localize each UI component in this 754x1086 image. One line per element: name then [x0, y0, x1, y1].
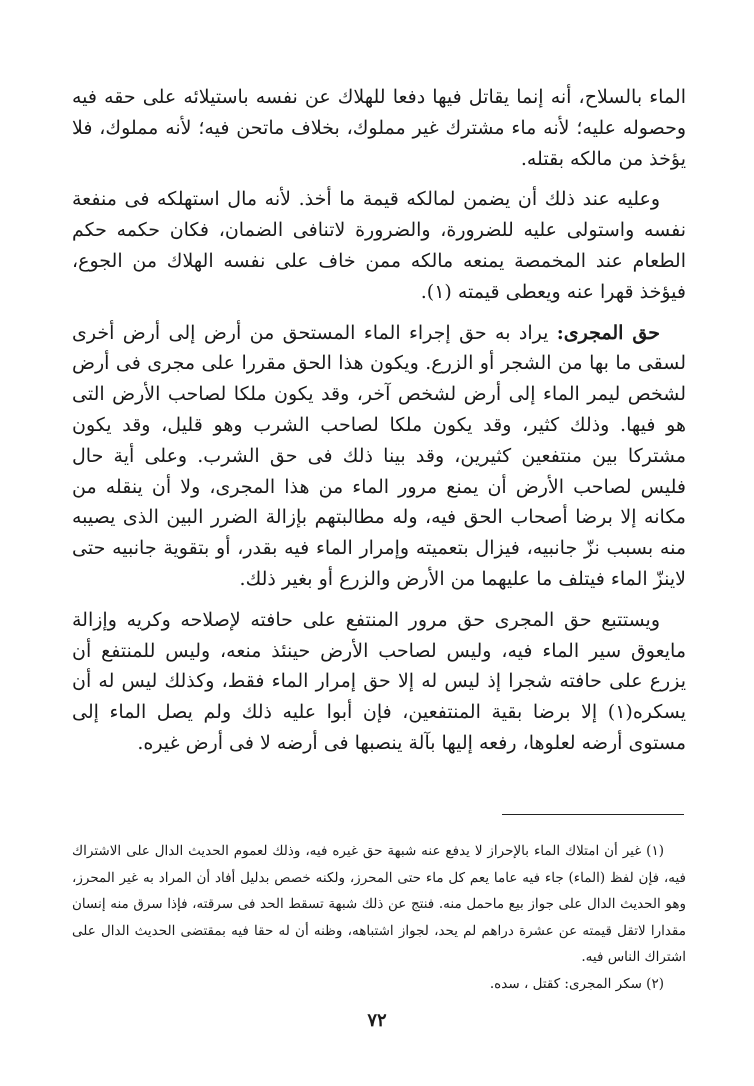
footnote-2: (٢) سكر المجرى: كقتل ، سده.	[489, 975, 664, 992]
paragraph-2: وعليه عند ذلك أن يضمن لمالكه قيمة ما أخذ. لأنه مال استهلكه فى منفعة نفسه واستولى عليه للضرورة، والضرورة لاتنافى الضمان، فكان حكمه حكم الطعام عند المخمصة يمنعه مالكه ممن خاف على نفسه الهلاك من الجوع، فيؤخذ قهرا عنه ويعطى قيمته (١).	[72, 188, 686, 303]
page-number: ٧٢	[367, 1010, 387, 1031]
footnote-1: (١) غير أن امتلاك الماء بالإحراز لا يدفع عنه شبهة حق غيره فيه، وذلك لعموم الحديث الدال على الاشتراك فيه، فإن لفظ (الماء) جاء فيه عاما يعم كل ماء حتى المحرز، ولكنه خصص بدليل أفاد أن المراد به غير المحرز، وهو الحديث الدال على جواز بيع ماحمل منه. فنتج عن ذلك شبهة تسقط الحد فى سرقته، فإذا سرق منه إنسان مقدارا لاتقل قيمته عن عشرة دراهم لم يحد، لجواز اشتباهه، وظنه أن له حقا فيه بمقتضى الحديث الدال على اشتراك الناس فيه.	[72, 843, 686, 965]
term-haq-majra: حق المجرى:	[556, 321, 660, 344]
footnotes	[72, 838, 686, 997]
paragraph-1: الماء بالسلاح، أنه إنما يقاتل فيها دفعا للهلاك عن نفسه باستيلائه على حقه فيه وحصوله عليه؛ لأنه ماء مشترك غير مملوك، بخلاف ماتحن فيه؛ لأنه مملوك، فلا يؤخذ من مالكه بقتله.	[72, 86, 686, 170]
footnote-divider	[502, 814, 684, 815]
paragraph-haq-majra	[72, 318, 686, 595]
haq-majra-definition: يراد به حق إجراء الماء المستحق من أرض إلى أرض أخرى لسقى ما بها من الشجر أو الزرع. ويكون هذا الحق مقررا على مجرى فى أرض لشخص ليمر الماء إلى أرض لشخص آخر، وقد يكون ملكا لصاحب الأرض التى هو فيها. وذلك كثير، وقد يكون ملكا لصاحب الشرب وهو قليل، وقد يكون مشتركا بين منتفعين كثيرين، وقد بينا ذلك فى حق الشرب. وعلى أية حال فليس لصاحب الأرض أن يمنع مرور الماء من هذا المجرى، ولا أن ينقله من مكانه إلا برضا أصحاب الحق فيه، وله مطالبتهم بإزالة الضرر البين الذى يصيبه منه بسبب نزّ جانبيه، فيزال بتعميته وإمرار الماء فيه بقدر، أو بتقوية جانبيه حتى لاينزّ الماء فيتلف ما عليهما من الأرض والزرع أو بغير ذلك.	[72, 321, 686, 590]
main-text	[72, 82, 686, 769]
paragraph-4: ويستتبع حق المجرى حق مرور المنتفع على حافته لإصلاحه وكريه وإزالة مايعوق سير الماء فيه، وليس لصاحب الأرض حينئذ منعه، وليس للمنتفع أن يزرع على حافته شجرا إذ ليس له إلا حق إمرار الماء فقط، وكذلك ليس له أن يسكره(١) إلا برضا بقية المنتفعين، فإن أبوا عليه ذلك ولم يصل الماء إلى مستوى أرضه لعلوها، رفعه إليها بآلة ينصبها فى أرضه لا فى أرض غيره.	[72, 608, 686, 754]
